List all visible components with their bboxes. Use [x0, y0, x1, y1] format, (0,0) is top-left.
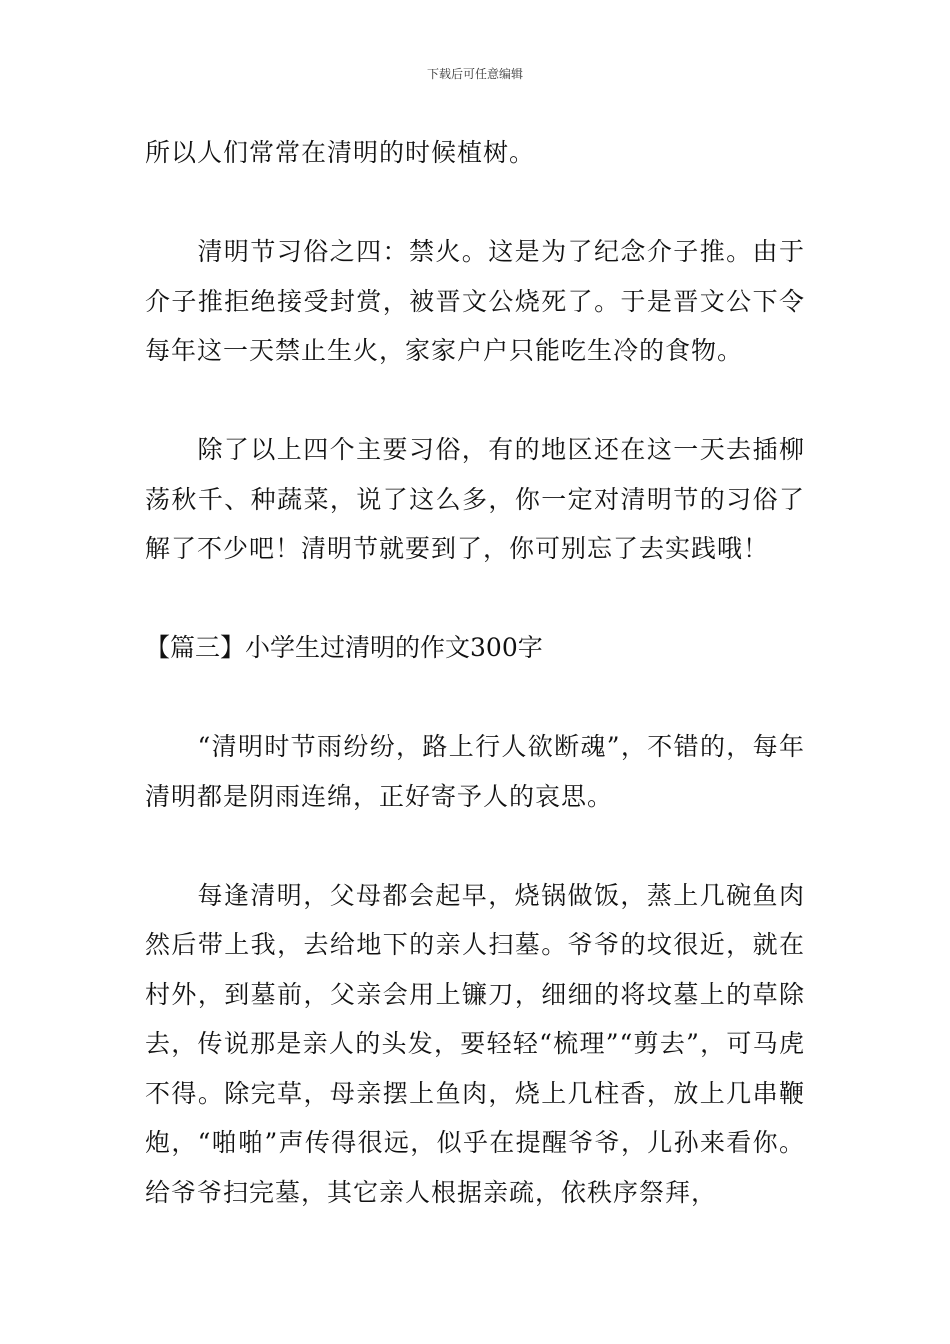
- page-header: 下载后可任意编辑: [426, 67, 523, 81]
- paragraph-gap: [145, 178, 805, 228]
- paragraph-summary: 除了以上四个主要习俗，有的地区还在这一天去插柳荡秋千、种蔬菜，说了这么多，你一定对清明节的习俗了解了不少吧！清明节就要到了，你可别忘了去实践哦！: [145, 435, 805, 563]
- paragraph-gap: [145, 821, 805, 871]
- paragraph-custom-four: 清明节习俗之四：禁火。这是为了纪念介子推。由于介子推拒绝接受封赏，被晋文公烧死了。于是晋文公下令每年这一天禁止生火，家家户户只能吃生冷的食物。: [145, 237, 805, 365]
- paragraph-poem-quote: “清明时节雨纷纷，路上行人欲断魂”，不错的，每年清明都是阴雨连绵，正好寄予人的哀思。: [145, 732, 805, 811]
- paragraph-gap: [145, 673, 805, 723]
- paragraph-gap: [145, 376, 805, 426]
- paragraph-tomb-sweeping: 每逢清明，父母都会起早，烧锅做饭，蒸上几碗鱼肉然后带上我，去给地下的亲人扫墓。爷爷的坟很近，就在村外，到墓前，父亲会用上镰刀，细细的将坟墓上的草除去，传说那是亲人的头发，要轻轻“梳理”“剪去”，可马虎不得。除完草，母亲摆上鱼肉，烧上几柱香，放上几串鞭炮，“啪啪”声传得很远，似乎在提醒爷爷，儿孙来看你。给爷爷扫完墓，其它亲人根据亲疏，依秩序祭拜，: [145, 880, 805, 1207]
- paragraph-gap: [145, 574, 805, 624]
- document-body: [145, 128, 805, 1217]
- paragraph-continuation: 所以人们常常在清明的时候植树。: [145, 138, 536, 167]
- section-heading: 【篇三】小学生过清明的作文300字: [145, 633, 543, 662]
